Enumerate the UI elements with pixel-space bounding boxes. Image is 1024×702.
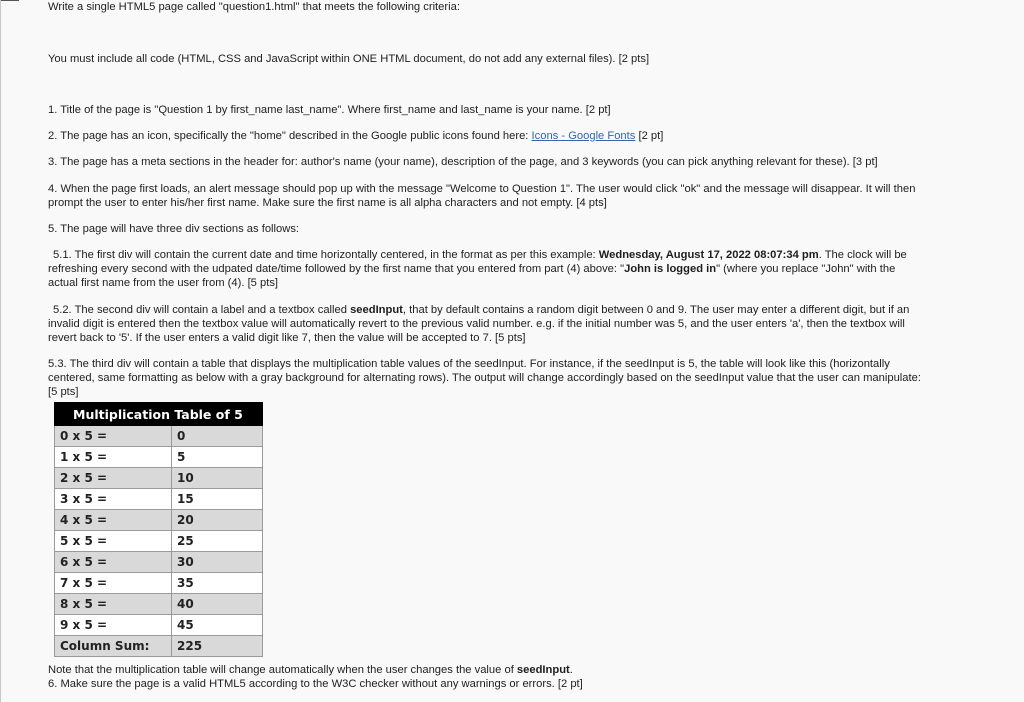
note-text: [48, 663, 994, 677]
row-value: 0: [172, 426, 263, 447]
column-sum-value: 225: [172, 636, 263, 657]
column-sum-label: Column Sum:: [55, 636, 172, 657]
row-value: 15: [172, 489, 263, 510]
item-5-1-text: 5.1. The first div will contain the current date and time horizontally centered, in the format as per this example:: [53, 249, 599, 261]
row-label: 5 x 5 =: [55, 531, 172, 552]
row-label: 3 x 5 =: [55, 489, 172, 510]
table-row: [55, 615, 263, 636]
row-value: 45: [172, 615, 263, 636]
item-2-text: 2. The page has an icon, specifically the "home" described in the Google public icons found here:: [48, 130, 532, 142]
row-value: 40: [172, 594, 263, 615]
item-5-3-line-1: 5.3. The third div will contain a table that displays the multiplication table values of the seedInput. For instance, if the seedInput is 5, the table will look like this (horizontally: [48, 358, 890, 370]
note-seedinput-term: seedInput: [516, 664, 570, 676]
google-fonts-link[interactable]: Icons - Google Fonts: [531, 130, 636, 142]
item-2-points: [2 pt]: [635, 130, 664, 142]
item-5-3-line-3: [5 pts]: [48, 386, 79, 398]
table-title: Multiplication Table of 5: [55, 403, 263, 426]
intro-text: You must include all code (HTML, CSS and JavaScript within ONE HTML document, do not add any external files). [2 pts]: [48, 53, 650, 65]
item-5: 5. The page will have three div sections as follows:: [48, 223, 300, 235]
item-5-1-line-2-text: refreshing every second with the udpated date/time followed by the first name that you entered from part (4) above: ": [48, 263, 625, 275]
row-value: 25: [172, 531, 263, 552]
item-5-1-text-end: . The clock will be: [818, 249, 907, 261]
table-row: [55, 594, 263, 615]
table-row: [55, 531, 263, 552]
row-label: 7 x 5 =: [55, 573, 172, 594]
row-label: 9 x 5 =: [55, 615, 172, 636]
item-2: [48, 129, 994, 143]
table-row: [55, 468, 263, 489]
row-label: 1 x 5 =: [55, 447, 172, 468]
note-text-end: .: [569, 664, 573, 676]
seedinput-term: seedInput: [350, 304, 403, 316]
page-corner-mark: [1, 0, 19, 7]
table-row: [55, 510, 263, 531]
item-4-line-2: prompt the user to enter his/her first name. Make sure the first name is all alpha characters and not empty. [4 pts]: [48, 197, 607, 209]
item-6: 6. Make sure the page is a valid HTML5 according to the W3C checker without any warnings or errors. [2 pt]: [48, 678, 583, 690]
table-row: [55, 447, 263, 468]
example-logged-in: John is logged in: [624, 263, 717, 275]
item-5-2-line-1: [53, 303, 994, 317]
row-value: 35: [172, 573, 263, 594]
row-label: 2 x 5 =: [55, 468, 172, 489]
item-3: 3. The page has a meta sections in the header for: author's name (your name), description of the page, and 3 keywords (you can pick anything relevant for these). [3 pt]: [48, 156, 878, 168]
row-value: 20: [172, 510, 263, 531]
heading: Write a single HTML5 page called "question1.html" that meets the following criteria:: [48, 1, 460, 13]
item-5-2-text-end: , that by default contains a random digit between 0 and 9. The user may enter a different digit, but if an: [402, 304, 910, 316]
item-5-3-line-2: centered, same formatting as below with a gray background for alternating rows). The output will change accordingly based on the seedInput value that the user can manipulate:: [48, 372, 921, 384]
item-4-line-1: 4. When the page first loads, an alert message should pop up with the message "Welcome to Question 1". The user would click "ok" and the message will disappear. It will then: [48, 183, 916, 195]
item-1: 1. Title of the page is "Question 1 by first_name last_name". Where first_name and last_name is your name. [2 pt]: [48, 104, 611, 116]
item-5-2-text: 5.2. The second div will contain a label and a textbox called: [53, 304, 351, 316]
item-5-2-line-3: revert back to '5'. If the user enters a valid digit like 7, then the value will be accepted to 7. [5 pts]: [48, 332, 526, 344]
table-row: [55, 573, 263, 594]
item-5-1-line-2: [48, 262, 994, 276]
item-5-1-line-2-end: " (where you replace "John" with the: [716, 263, 896, 275]
table-row: [55, 552, 263, 573]
table-row: [55, 489, 263, 510]
item-5-1-line-1: [53, 248, 994, 262]
row-label: 8 x 5 =: [55, 594, 172, 615]
item-5-2-line-2: invalid digit is entered then the textbox value will automatically revert to the previous valid number. e.g. if the initial number was 5, and the user enters 'a', then the textbox will: [48, 318, 905, 330]
row-value: 10: [172, 468, 263, 489]
multiplication-table: [54, 402, 263, 657]
row-value: 5: [172, 447, 263, 468]
table-header-row: [55, 403, 263, 426]
item-5-1-line-3: actual first name from the user from (4). [5 pts]: [48, 277, 279, 289]
table-row: [55, 426, 263, 447]
example-datetime: Wednesday, August 17, 2022 08:07:34 pm: [598, 249, 819, 261]
row-value: 30: [172, 552, 263, 573]
column-sum-row: [55, 636, 263, 657]
row-label: 4 x 5 =: [55, 510, 172, 531]
row-label: 0 x 5 =: [55, 426, 172, 447]
row-label: 6 x 5 =: [55, 552, 172, 573]
note-text-start: Note that the multiplication table will change automatically when the user changes the value of: [48, 664, 517, 676]
